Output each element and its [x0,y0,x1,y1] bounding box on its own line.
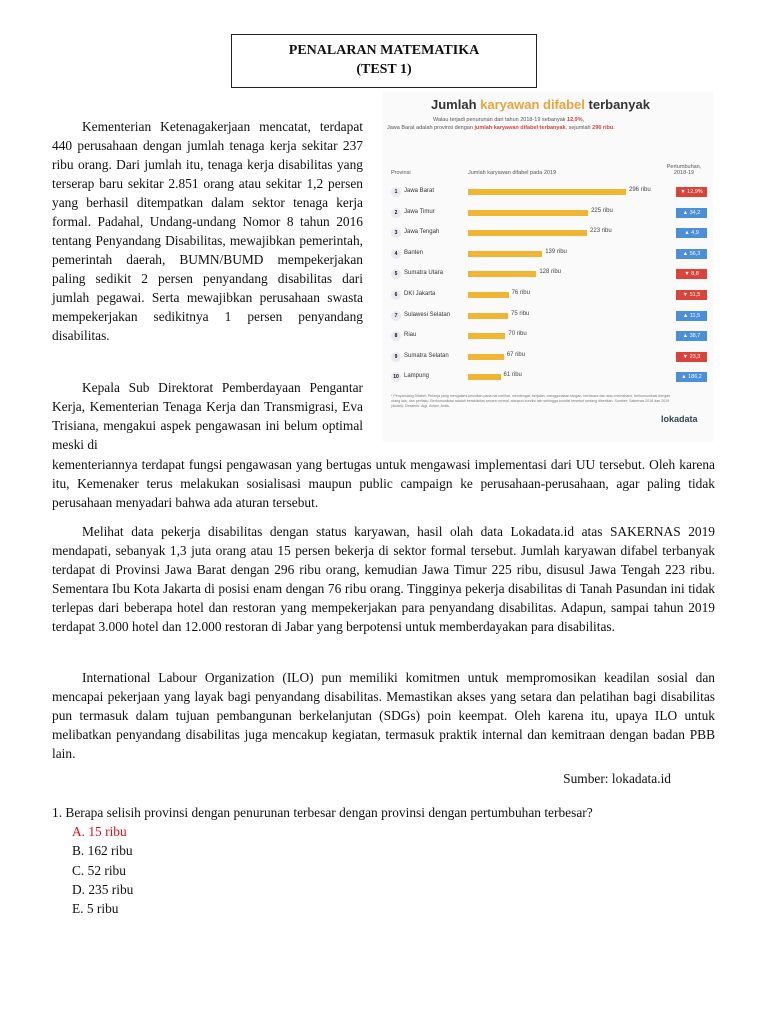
chart-row [383,182,713,202]
paragraph-2a: Kepala Sub Direktorat Pemberdayaan Pengantar Kerja, Kementerian Tenaga Kerja dan Transmigrasi, Eva Trisiana, mengakui aspek pengawasan ini belum optimal meski di [52,380,363,452]
growth-badge: ▲ 186,2 [676,372,707,382]
value-label: 128 ribu [539,269,561,276]
growth-badge: ▲ 4,9 [676,228,707,238]
rank-badge: 8 [391,331,401,341]
value-label: 75 ribu [511,310,530,317]
chart-row [383,306,713,326]
answer-option[interactable]: E. 5 ribu [72,901,119,917]
chart-row [383,223,713,243]
answer-options [72,822,133,918]
province-label: Jawa Barat [404,188,435,194]
rank-badge: 7 [391,311,401,321]
province-label: Sulawesi Selatan [404,311,451,318]
province-label: Sumatra Selatan [404,352,449,359]
growth-badge: ▲ 38,7 [676,331,707,341]
chart-row [383,264,713,284]
chart-row [383,203,713,223]
answer-option[interactable]: B. 162 ribu [72,843,133,859]
value-label: 67 ribu [506,351,526,358]
rank-badge: 10 [391,372,401,382]
province-label: Jawa Timur [404,208,435,215]
rank-badge: 2 [391,208,401,218]
growth-badge: ▼ 23,3 [676,352,707,362]
bar [468,271,536,277]
page-subtitle: (TEST 1) [356,62,412,77]
chart-row [383,347,713,367]
growth-badge: ▼ 8,8 [676,269,707,279]
bar [468,251,542,257]
rank-badge: 5 [391,269,401,279]
province-label: Jawa Tengah [404,229,440,236]
bar [468,374,501,380]
answer-option[interactable]: D. 235 ribu [72,881,134,897]
value-label: 225 ribu [591,207,613,214]
bar [468,333,505,339]
paragraph-4: International Labour Organization (ILO) pun memiliki komitmen untuk mempromosikan keadilan sosial dan mencapai pekerjaan yang layak bagi penyandang disabilitas. Memastikan akses yang setara dan pelatihan bagi disabilitas pun termasuk dalam tujuan pembangunan berkelanjutan (SDGs) poin keempat. Oleh karena itu, upaya ILO untuk melibatkan penyandang disabilitas juga mencakup kegiatan, termasuk praktik internal dan kemitraan dengan badan PBB lain. [52,670,715,761]
rank-badge: 9 [391,352,401,362]
infographic-title: Jumlah karyawan difabel terbanyak [431,97,650,112]
value-label: 70 ribu [508,331,527,338]
title-box [231,34,537,88]
growth-badge: ▼ 12,9% [676,187,707,197]
rank-badge: 3 [391,228,401,238]
lokadata-logo: lokadata [661,414,698,424]
bar [468,292,509,298]
value-label: 296 ribu [629,187,651,193]
infographic-footnote: * Penyandang Difabel: Pekerja yang mengalami kesulitan pada hal melihat, mendengar, berjalan, menggunakan tangan, berbicara dan atau memahami, berkomunikasi dengan orang lain, dan perilaku. Berkomunikasi adalah beraktivitas secara normal, ataupun kondisi lain sehingga kondisi tersebut sedang diberikan. Sumber: Sakernas 2018 dan 2019 (diolah). Desainer: Algi, Aviani, Anita. [391,394,671,408]
growth-badge: ▲ 11,5 [676,311,707,321]
bar [468,230,587,236]
bar [468,313,508,319]
column-header-province: Provinsi [391,170,411,176]
value-label: 139 ribu [545,248,567,255]
rank-badge: 4 [391,249,401,259]
value-label: 61 ribu [503,372,522,379]
rank-badge: 1 [391,187,401,197]
value-label: 223 ribu [590,228,612,235]
infographic-subtitle-1: Walau terjadi penurunan dari tahun 2018-19 sebanyak 12,9%, [433,117,585,123]
page-title: PENALARAN MATEMATIKA [288,43,480,58]
growth-badge: ▲ 34,2 [676,208,707,218]
column-header-growth: Pertumbuhan, 2018-19 [666,164,702,176]
province-label: Lampung [404,373,430,380]
rank-badge: 6 [391,290,401,300]
province-label: Sumatra Utara [404,270,444,277]
source-line: Sumber: lokadata.id [563,771,671,786]
province-label: Riau [404,332,417,339]
infographic [383,92,713,442]
bar [468,354,504,360]
chart-row [383,326,713,346]
chart-row [383,367,713,387]
paragraph-1: Kementerian Ketenagakerjaan mencatat, terdapat 440 perusahaan dengan jumlah tenaga kerja sekitar 237 ribu orang. Dari jumlah itu, tenaga kerja disabilitas yang terserap baru sekitar 2.851 orang atau sekitar 1,2 persen yang berhasil ditempatkan dalam sektor tenaga kerja formal. Padahal, Undang-undang Nomor 8 tahun 2016 tentang Penyandang Disabilitas, mewajibkan pemerintah, pemerintah daerah, BUMN/BUMD mempekerjakan paling sedikit 2 persen penyandang disabilitas dari jumlah pegawai. Serta mewajibkan perusahaan swasta mempekerjakan sedikitnya 1 persen penyandang disabilitas. [52,119,363,343]
chart-row [383,285,713,305]
paragraph-3: Melihat data pekerja disabilitas dengan status karyawan, hasil olah data Lokadata.id atas SAKERNAS 2019 mendapati, sebanyak 1,3 juta orang atau 15 persen bekerja di sektor formal tersebut. Jumlah karyawan difabel terbanyak terdapat di Provinsi Jawa Barat dengan 296 ribu orang, kemudian Jawa Timur 225 ribu, disusul Jawa Tengah 223 ribu. Sementara Ibu Kota Jakarta di posisi enam dengan 76 ribu orang. Tingginya pekerja disabilitas di Tanah Pasundan ini tidak terlepas dari beberapa hotel dan restoran yang mempekerjakan para penyandang disabilitas. Adapun, sampai tahun 2019 terdapat 3.000 hotel dan 12.000 restoran di Jabar yang berpotensi untuk memberdayakan para disabilitas. [52,524,715,634]
chart-row [383,244,713,264]
province-label: Banten [404,249,424,256]
answer-option[interactable]: A. 15 ribu [72,824,127,839]
province-label: DKI Jakarta [404,291,436,297]
value-label: 76 ribu [511,290,530,296]
answer-option[interactable]: C. 52 ribu [72,862,126,878]
growth-badge: ▲ 56,3 [676,249,707,259]
question-text: 1. Berapa selisih provinsi dengan penurunan terbesar dengan provinsi dengan pertumbuhan terbesar? [52,805,593,820]
column-header-bar: Jumlah karyawan difabel pada 2019 [468,170,557,176]
infographic-subtitle-2: Jawa Barat adalah provinsi dengan jumlah karyawan difabel terbanyak, sejumlah 296 ribu. [387,125,615,131]
paragraph-2b: kementeriannya terdapat fungsi pengawasan yang bertugas untuk mengawasi implementasi dari UU tersebut. Oleh karena itu, Kemenaker terus melakukan sosialisasi maupun public campaign ke perusahaan-perusahaan, agar paling tidak perusahaan menyadari bahwa ada aturan tersebut. [52,457,715,510]
growth-badge: ▼ 51,5 [676,290,707,300]
bar [468,189,626,195]
bar [468,210,588,216]
